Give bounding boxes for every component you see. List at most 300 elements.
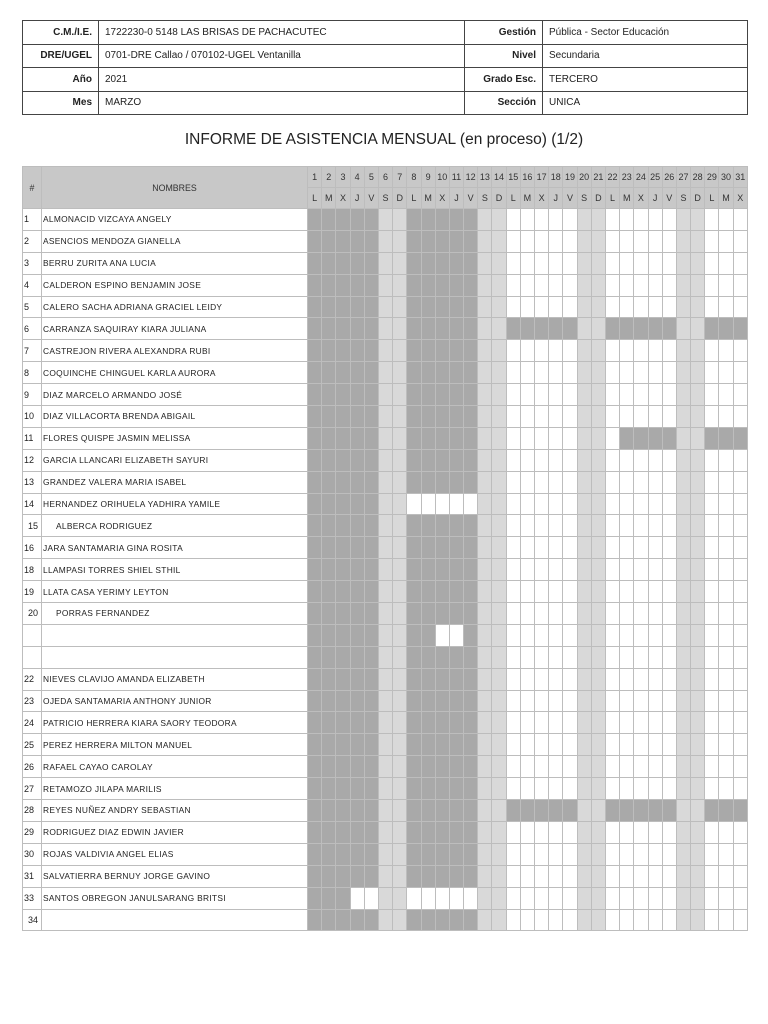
attendance-cell	[449, 756, 463, 778]
attendance-cell	[535, 712, 549, 734]
day-number-header: 2	[322, 167, 336, 188]
attendance-cell	[407, 646, 421, 668]
attendance-cell	[478, 362, 492, 384]
day-number-header: 27	[676, 167, 690, 188]
attendance-cell	[662, 515, 676, 537]
attendance-cell	[676, 406, 690, 428]
attendance-cell	[449, 406, 463, 428]
attendance-cell	[719, 690, 733, 712]
attendance-cell	[535, 427, 549, 449]
day-number-header: 13	[478, 167, 492, 188]
attendance-cell	[662, 646, 676, 668]
attendance-cell	[662, 296, 676, 318]
attendance-cell	[464, 712, 478, 734]
weekday-header: M	[719, 188, 733, 209]
attendance-cell	[634, 515, 648, 537]
attendance-cell	[407, 603, 421, 625]
attendance-cell	[407, 471, 421, 493]
attendance-cell	[336, 340, 350, 362]
attendance-cell	[591, 471, 605, 493]
attendance-cell	[421, 690, 435, 712]
attendance-cell	[549, 668, 563, 690]
attendance-cell	[492, 362, 506, 384]
attendance-cell	[549, 756, 563, 778]
attendance-cell	[520, 603, 534, 625]
attendance-cell	[605, 537, 619, 559]
attendance-cell	[535, 909, 549, 931]
attendance-cell	[449, 252, 463, 274]
attendance-cell	[719, 537, 733, 559]
student-row	[23, 296, 748, 318]
attendance-cell	[577, 821, 591, 843]
attendance-cell	[605, 209, 619, 231]
attendance-cell	[407, 909, 421, 931]
weekday-header: D	[492, 188, 506, 209]
attendance-cell	[535, 537, 549, 559]
attendance-cell	[492, 515, 506, 537]
attendance-cell	[492, 909, 506, 931]
student-row	[23, 537, 748, 559]
attendance-cell	[492, 384, 506, 406]
attendance-cell	[378, 406, 392, 428]
header-info-row	[23, 68, 748, 92]
attendance-cell	[676, 515, 690, 537]
info-label: Mes	[23, 91, 99, 115]
attendance-cell	[449, 493, 463, 515]
attendance-cell	[506, 756, 520, 778]
attendance-cell	[506, 515, 520, 537]
attendance-cell	[506, 493, 520, 515]
info-label: DRE/UGEL	[23, 44, 99, 68]
attendance-cell	[464, 537, 478, 559]
attendance-cell	[620, 493, 634, 515]
attendance-cell	[378, 493, 392, 515]
attendance-cell	[378, 843, 392, 865]
attendance-cell	[563, 821, 577, 843]
student-number: 31	[23, 865, 42, 887]
attendance-cell	[563, 734, 577, 756]
attendance-cell	[364, 340, 378, 362]
attendance-cell	[719, 909, 733, 931]
attendance-cell	[634, 690, 648, 712]
attendance-cell	[378, 756, 392, 778]
attendance-cell	[393, 734, 407, 756]
attendance-cell	[733, 843, 747, 865]
attendance-cell	[393, 252, 407, 274]
attendance-cell	[478, 909, 492, 931]
attendance-cell	[478, 252, 492, 274]
attendance-cell	[620, 449, 634, 471]
attendance-cell	[605, 340, 619, 362]
attendance-cell	[478, 821, 492, 843]
attendance-cell	[350, 668, 364, 690]
attendance-cell	[435, 537, 449, 559]
student-name	[42, 624, 308, 646]
student-name	[42, 909, 308, 931]
attendance-cell	[350, 515, 364, 537]
attendance-cell	[336, 427, 350, 449]
attendance-cell	[449, 778, 463, 800]
student-name: RODRIGUEZ DIAZ EDWIN JAVIER	[42, 821, 308, 843]
attendance-cell	[520, 668, 534, 690]
attendance-cell	[733, 471, 747, 493]
attendance-cell	[407, 362, 421, 384]
student-row	[23, 274, 748, 296]
attendance-cell	[520, 493, 534, 515]
attendance-cell	[563, 318, 577, 340]
info-label: Nivel	[465, 44, 543, 68]
weekday-header: M	[620, 188, 634, 209]
attendance-cell	[591, 646, 605, 668]
attendance-cell	[449, 296, 463, 318]
attendance-cell	[506, 230, 520, 252]
student-name: LLAMPASI TORRES SHIEL STHIL	[42, 559, 308, 581]
attendance-cell	[719, 843, 733, 865]
attendance-cell	[648, 340, 662, 362]
weekday-header: V	[662, 188, 676, 209]
attendance-cell	[520, 887, 534, 909]
attendance-cell	[492, 209, 506, 231]
attendance-cell	[620, 734, 634, 756]
attendance-cell	[435, 909, 449, 931]
attendance-cell	[648, 581, 662, 603]
attendance-cell	[393, 427, 407, 449]
attendance-cell	[591, 230, 605, 252]
student-row	[23, 252, 748, 274]
attendance-cell	[719, 800, 733, 822]
student-number: 30	[23, 843, 42, 865]
attendance-cell	[322, 274, 336, 296]
attendance-cell	[577, 362, 591, 384]
day-number-header: 25	[648, 167, 662, 188]
attendance-cell	[691, 624, 705, 646]
attendance-cell	[676, 734, 690, 756]
attendance-cell	[449, 318, 463, 340]
attendance-cell	[676, 865, 690, 887]
attendance-cell	[577, 274, 591, 296]
attendance-cell	[577, 668, 591, 690]
attendance-cell	[648, 471, 662, 493]
attendance-cell	[421, 406, 435, 428]
attendance-cell	[435, 734, 449, 756]
attendance-cell	[378, 865, 392, 887]
attendance-cell	[393, 515, 407, 537]
attendance-cell	[605, 843, 619, 865]
attendance-cell	[676, 449, 690, 471]
attendance-cell	[322, 909, 336, 931]
attendance-cell	[308, 362, 322, 384]
attendance-cell	[577, 559, 591, 581]
attendance-cell	[464, 296, 478, 318]
attendance-cell	[336, 362, 350, 384]
attendance-cell	[634, 471, 648, 493]
attendance-cell	[308, 668, 322, 690]
attendance-cell	[662, 559, 676, 581]
attendance-cell	[549, 624, 563, 646]
attendance-cell	[435, 471, 449, 493]
attendance-cell	[648, 318, 662, 340]
attendance-cell	[308, 209, 322, 231]
attendance-cell	[705, 668, 719, 690]
attendance-cell	[520, 340, 534, 362]
attendance-cell	[393, 384, 407, 406]
attendance-cell	[591, 209, 605, 231]
attendance-cell	[535, 624, 549, 646]
attendance-cell	[591, 493, 605, 515]
attendance-cell	[350, 471, 364, 493]
attendance-cell	[719, 471, 733, 493]
attendance-cell	[364, 274, 378, 296]
attendance-cell	[733, 318, 747, 340]
attendance-cell	[591, 668, 605, 690]
attendance-cell	[605, 559, 619, 581]
attendance-cell	[308, 734, 322, 756]
attendance-cell	[691, 537, 705, 559]
attendance-cell	[705, 778, 719, 800]
attendance-cell	[478, 493, 492, 515]
attendance-cell	[464, 230, 478, 252]
attendance-cell	[648, 756, 662, 778]
attendance-cell	[549, 406, 563, 428]
attendance-cell	[464, 471, 478, 493]
attendance-cell	[705, 209, 719, 231]
attendance-cell	[535, 690, 549, 712]
attendance-cell	[605, 865, 619, 887]
attendance-cell	[378, 340, 392, 362]
attendance-cell	[464, 646, 478, 668]
attendance-cell	[421, 756, 435, 778]
attendance-cell	[549, 384, 563, 406]
student-number: 26	[23, 756, 42, 778]
attendance-cell	[421, 318, 435, 340]
attendance-cell	[705, 734, 719, 756]
report-title: INFORME DE ASISTENCIA MENSUAL (en proceso) (1/2)	[184, 131, 584, 148]
attendance-cell	[549, 690, 563, 712]
attendance-cell	[478, 537, 492, 559]
attendance-cell	[733, 668, 747, 690]
attendance-cell	[535, 668, 549, 690]
attendance-cell	[577, 734, 591, 756]
attendance-cell	[577, 537, 591, 559]
attendance-cell	[691, 865, 705, 887]
attendance-cell	[691, 296, 705, 318]
attendance-cell	[662, 427, 676, 449]
attendance-cell	[563, 668, 577, 690]
attendance-cell	[535, 230, 549, 252]
attendance-cell	[620, 624, 634, 646]
attendance-cell	[520, 843, 534, 865]
attendance-cell	[577, 778, 591, 800]
attendance-cell	[549, 493, 563, 515]
attendance-cell	[648, 427, 662, 449]
attendance-cell	[719, 449, 733, 471]
weekday-header: X	[535, 188, 549, 209]
student-number: 10	[23, 406, 42, 428]
attendance-cell	[322, 209, 336, 231]
attendance-cell	[591, 427, 605, 449]
attendance-cell	[620, 537, 634, 559]
attendance-cell	[676, 274, 690, 296]
attendance-cell	[662, 230, 676, 252]
attendance-cell	[733, 274, 747, 296]
attendance-cell	[648, 449, 662, 471]
attendance-cell	[435, 340, 449, 362]
attendance-cell	[478, 756, 492, 778]
attendance-cell	[322, 515, 336, 537]
student-name: NIEVES CLAVIJO AMANDA ELIZABETH	[42, 668, 308, 690]
attendance-cell	[322, 427, 336, 449]
attendance-cell	[535, 318, 549, 340]
attendance-cell	[336, 887, 350, 909]
attendance-cell	[449, 603, 463, 625]
attendance-cell	[364, 865, 378, 887]
attendance-cell	[705, 821, 719, 843]
attendance-cell	[464, 843, 478, 865]
info-value: Secundaria	[543, 44, 748, 68]
attendance-cell	[520, 559, 534, 581]
attendance-cell	[464, 800, 478, 822]
attendance-cell	[322, 865, 336, 887]
attendance-cell	[520, 821, 534, 843]
attendance-cell	[591, 274, 605, 296]
attendance-cell	[691, 778, 705, 800]
attendance-cell	[492, 843, 506, 865]
info-value: UNICA	[543, 91, 748, 115]
attendance-cell	[662, 690, 676, 712]
attendance-cell	[634, 603, 648, 625]
attendance-cell	[691, 821, 705, 843]
attendance-cell	[464, 865, 478, 887]
student-name: JARA SANTAMARIA GINA ROSITA	[42, 537, 308, 559]
attendance-cell	[691, 668, 705, 690]
attendance-cell	[421, 624, 435, 646]
attendance-cell	[393, 800, 407, 822]
attendance-cell	[421, 252, 435, 274]
attendance-cell	[520, 690, 534, 712]
attendance-cell	[506, 778, 520, 800]
attendance-cell	[336, 537, 350, 559]
attendance-cell	[322, 230, 336, 252]
attendance-cell	[308, 274, 322, 296]
weekday-header: J	[449, 188, 463, 209]
attendance-cell	[336, 209, 350, 231]
attendance-cell	[577, 843, 591, 865]
info-label: Sección	[465, 91, 543, 115]
student-name: ROJAS VALDIVIA ANGEL ELIAS	[42, 843, 308, 865]
attendance-cell	[449, 624, 463, 646]
attendance-cell	[506, 734, 520, 756]
attendance-cell	[676, 756, 690, 778]
attendance-cell	[577, 296, 591, 318]
attendance-cell	[719, 865, 733, 887]
student-number: 5	[23, 296, 42, 318]
student-number	[23, 624, 42, 646]
attendance-cell	[308, 690, 322, 712]
student-row	[23, 843, 748, 865]
info-label: Grado Esc.	[465, 68, 543, 92]
attendance-cell	[662, 712, 676, 734]
attendance-cell	[549, 865, 563, 887]
attendance-cell	[393, 603, 407, 625]
attendance-cell	[719, 887, 733, 909]
attendance-cell	[634, 449, 648, 471]
attendance-cell	[492, 865, 506, 887]
attendance-cell	[605, 690, 619, 712]
day-number-header: 11	[449, 167, 463, 188]
attendance-cell	[322, 537, 336, 559]
attendance-cell	[449, 865, 463, 887]
attendance-cell	[719, 515, 733, 537]
attendance-cell	[563, 843, 577, 865]
attendance-cell	[676, 821, 690, 843]
attendance-cell	[549, 646, 563, 668]
attendance-cell	[563, 427, 577, 449]
header-info-row	[23, 21, 748, 45]
attendance-cell	[322, 624, 336, 646]
attendance-cell	[733, 865, 747, 887]
attendance-cell	[492, 471, 506, 493]
attendance-cell	[705, 362, 719, 384]
attendance-cell	[492, 252, 506, 274]
attendance-cell	[634, 668, 648, 690]
attendance-cell	[421, 865, 435, 887]
attendance-cell	[478, 449, 492, 471]
attendance-cell	[733, 821, 747, 843]
attendance-cell	[336, 296, 350, 318]
student-name: RAFAEL CAYAO CAROLAY	[42, 756, 308, 778]
attendance-cell	[563, 800, 577, 822]
attendance-cell	[478, 624, 492, 646]
student-row	[23, 624, 748, 646]
attendance-cell	[322, 646, 336, 668]
student-number: 15	[23, 515, 42, 537]
attendance-cell	[676, 581, 690, 603]
attendance-cell	[421, 384, 435, 406]
attendance-cell	[591, 734, 605, 756]
attendance-cell	[407, 581, 421, 603]
attendance-cell	[520, 515, 534, 537]
student-number: 12	[23, 449, 42, 471]
attendance-cell	[676, 909, 690, 931]
attendance-cell	[605, 887, 619, 909]
day-number-header: 4	[350, 167, 364, 188]
attendance-cell	[549, 274, 563, 296]
attendance-cell	[520, 712, 534, 734]
attendance-cell	[676, 340, 690, 362]
attendance-cell	[478, 296, 492, 318]
attendance-cell	[435, 384, 449, 406]
attendance-cell	[535, 800, 549, 822]
attendance-cell	[549, 778, 563, 800]
attendance-cell	[378, 690, 392, 712]
attendance-cell	[591, 252, 605, 274]
attendance-cell	[464, 493, 478, 515]
attendance-cell	[662, 340, 676, 362]
attendance-cell	[676, 318, 690, 340]
student-name: GRANDEZ VALERA MARIA ISABEL	[42, 471, 308, 493]
attendance-cell	[719, 646, 733, 668]
student-name: CALERO SACHA ADRIANA GRACIEL LEIDY	[42, 296, 308, 318]
attendance-cell	[733, 449, 747, 471]
attendance-cell	[620, 559, 634, 581]
attendance-cell	[336, 230, 350, 252]
attendance-cell	[634, 274, 648, 296]
day-number-header: 18	[549, 167, 563, 188]
attendance-cell	[520, 537, 534, 559]
attendance-cell	[364, 493, 378, 515]
attendance-cell	[691, 712, 705, 734]
student-row	[23, 406, 748, 428]
